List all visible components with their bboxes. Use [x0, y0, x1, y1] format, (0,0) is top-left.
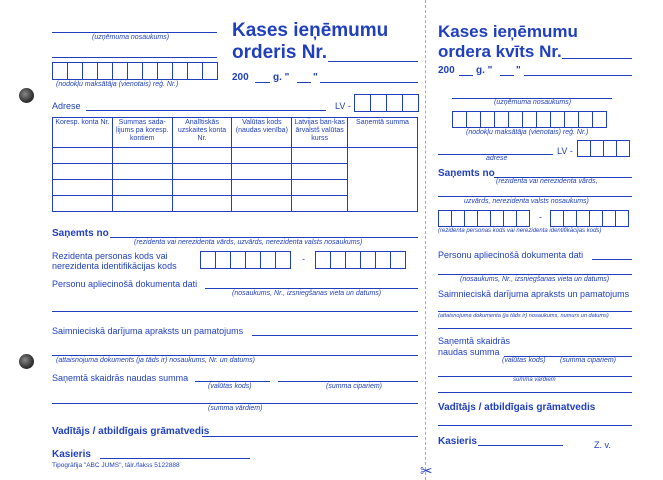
accounting-table [52, 117, 418, 212]
received-sum-cell[interactable] [348, 148, 418, 212]
personal-code-boxes-2[interactable] [315, 251, 406, 269]
receipt-title-line1: Kases ieņēmumu [438, 22, 578, 41]
receipt-digits-caption: (summa cipariem) [560, 357, 617, 364]
table-cell[interactable] [232, 180, 292, 196]
amount-words-caption: (summa vārdiem) [208, 405, 263, 412]
receipt-lv-label: LV - [557, 146, 573, 156]
receipt-received-label: Saņemts no [438, 168, 495, 179]
table-cell[interactable] [112, 148, 172, 164]
receipt-transaction-field[interactable] [438, 311, 632, 312]
personal-code-label-1: Rezidenta personas kods vai [52, 251, 168, 261]
receipt-number-field[interactable] [562, 58, 632, 59]
receipt-cashier-field[interactable] [478, 445, 563, 446]
received-from-caption: (rezidenta vai nerezidenta vārds, uzvārds, nerezidenta valsts nosaukums) [134, 239, 363, 246]
receipt-currency-caption: (valūtas kods) [502, 357, 546, 364]
receipt-code-caption: (rezidenta personas kods vai nerezidenta identifikācijas kods) [438, 228, 602, 234]
header-received-sum: Saņemtā summa [348, 118, 418, 148]
id-document-caption: (nosaukums, Nr., izsniegšanas vieta un datums) [232, 290, 382, 297]
receipt-cash-label-1: Saņemtā skaidrās [438, 336, 511, 346]
receipt-received-field-2[interactable] [438, 196, 632, 197]
receipt-transaction-label: Saimnieciskā darījuma apraksts un pamatojums [438, 289, 630, 299]
transaction-field[interactable] [252, 335, 418, 336]
receipt-date-month-field[interactable] [524, 75, 632, 76]
transaction-label: Saimnieciskā darījuma apraksts un pamatojums [52, 326, 244, 336]
postal-lv-label: LV - [335, 101, 351, 111]
order-date-day-field[interactable] [297, 82, 311, 83]
cashier-signature-field[interactable] [100, 458, 250, 459]
personal-code-label-2: nerezidenta identifikācijas kods [52, 261, 177, 271]
receipt-taxpayer-boxes[interactable] [452, 111, 607, 128]
receipt-date-day-field[interactable] [500, 75, 514, 76]
manager-signature-field[interactable] [202, 436, 418, 437]
table-cell[interactable] [292, 196, 348, 212]
table-cell[interactable] [112, 196, 172, 212]
table-cell[interactable] [172, 164, 232, 180]
order-title-line1: Kases ieņēmumu [232, 20, 389, 41]
order-number-field[interactable] [328, 61, 418, 62]
table-cell[interactable] [53, 180, 113, 196]
manager-label: Vadītājs / atbildīgais grāmatvedis [52, 426, 210, 437]
header-exchange-rate: Latvijas ban-kas ārvalstš valūtas kurss [292, 118, 348, 148]
receipt-manager-label: Vadītājs / atbildīgais grāmatvedis [438, 402, 596, 413]
receipt-manager-field[interactable] [438, 425, 632, 426]
receipt-words-caption: summa vārdiem [513, 377, 556, 383]
table-cell[interactable] [292, 164, 348, 180]
header-analytic-account: Analītiskās uzskaites konta Nr. [172, 118, 232, 148]
receipt-transaction-field-2[interactable] [438, 328, 632, 329]
table-cell[interactable] [292, 148, 348, 164]
company-name-caption: (uzņēmuma nosaukums) [92, 34, 170, 41]
receipt-cash-label-2: naudas summa [438, 347, 500, 357]
receipt-id-document-label: Personu apliecinošā dokumenta dati [438, 250, 584, 260]
amount-words-field[interactable] [52, 403, 418, 404]
table-cell[interactable] [232, 196, 292, 212]
receipt-title-line2: ordera kvīts Nr. [438, 42, 562, 61]
table-cell[interactable] [172, 196, 232, 212]
received-from-label: Saņemts no [52, 228, 109, 239]
order-title-line2: orderis Nr. [232, 42, 328, 63]
taxpayer-caption: (nodokļu maksātāja (vienotais) reģ. Nr.) [56, 81, 179, 88]
receipt-cashier-label: Kasieris [438, 436, 477, 447]
receipt-taxpayer-caption: (nodokļu maksātāja (vienotais) reģ. Nr.) [466, 129, 589, 136]
receipt-code-dash: - [539, 212, 542, 222]
header-amount-breakdown: Summas sada-ļijums pa koresp. kontiem [112, 118, 172, 148]
id-document-label: Personu apliecinošā dokumenta dati [52, 279, 198, 289]
receipt-address-caption: adrese [486, 155, 508, 162]
table-cell[interactable] [53, 164, 113, 180]
printer-note: Tipogrāfija "ABC JUMS", tālr./fakss 5122888 [52, 462, 180, 469]
table-cell[interactable] [53, 196, 113, 212]
transaction-field-2[interactable] [52, 355, 418, 356]
personal-code-dash: - [302, 254, 305, 264]
scissors-icon: ✂ [420, 463, 433, 480]
address-field[interactable] [86, 110, 326, 111]
received-from-field[interactable] [110, 237, 418, 238]
amount-digits-caption: (summa cipariem) [326, 383, 383, 390]
receipt-code-boxes-2[interactable] [550, 210, 629, 227]
address-label: Adrese [52, 101, 81, 111]
id-document-field-2[interactable] [52, 311, 418, 312]
receipt-received-caption: (rezidenta vai nerezidenta vārds, [496, 178, 598, 185]
table-cell[interactable] [232, 148, 292, 164]
table-cell[interactable] [112, 180, 172, 196]
receipt-seal-label: Z. v. [594, 440, 611, 450]
perforation-line [425, 0, 426, 480]
order-date-g: g. " [273, 72, 290, 83]
table-cell[interactable] [232, 164, 292, 180]
currency-code-caption: (valūtas kods) [208, 383, 252, 390]
header-currency-code: Valūtas kods (naudas vienība) [232, 118, 292, 148]
id-document-field[interactable] [205, 288, 418, 289]
receipt-words-field-2[interactable] [438, 392, 632, 393]
receipt-date-year-field[interactable] [459, 75, 473, 76]
table-cell[interactable] [292, 180, 348, 196]
table-cell[interactable] [53, 148, 113, 164]
receipt-date-year: 200 [438, 65, 455, 76]
taxpayer-reg-boxes[interactable] [52, 62, 218, 80]
personal-code-boxes-1[interactable] [200, 251, 291, 269]
punch-hole-top [19, 88, 34, 103]
receipt-transaction-caption: (attaisnojuma dokumenta (ja tāds ir) nosaukums, numurs un datums) [438, 313, 609, 319]
receipt-id-document-caption: (nosaukums, Nr., izsniegšanas vieta un datums) [460, 276, 610, 283]
transaction-caption: (attaisnojuma dokuments (ja tāds ir) nosaukums, Nr. un datums) [56, 357, 255, 364]
order-date-year-field[interactable] [255, 82, 270, 83]
receipt-company-caption: (uzņēmuma nosaukums) [494, 99, 572, 106]
table-cell[interactable] [172, 148, 232, 164]
receipt-received-caption-2: uzvārds, nerezidenta valsts nosaukums) [464, 198, 589, 205]
receipt-code-boxes-1[interactable] [438, 210, 530, 227]
company-name-line-2[interactable] [52, 57, 217, 58]
order-date-year: 200 [232, 72, 249, 83]
cash-amount-label: Saņemtā skaidrās naudas summa [52, 373, 189, 383]
receipt-date-g: g. " [476, 65, 493, 76]
order-date-month-field[interactable] [320, 82, 418, 83]
company-name-line[interactable] [52, 32, 217, 33]
receipt-date-quote: " [516, 65, 521, 76]
table-cell[interactable] [112, 164, 172, 180]
table-cell[interactable] [172, 180, 232, 196]
punch-hole-bottom [19, 354, 34, 369]
receipt-id-document-field[interactable] [592, 259, 632, 260]
cash-currency-field[interactable] [195, 381, 270, 382]
postal-code-boxes[interactable] [354, 94, 419, 112]
header-corr-account: Koresp. konta Nr. [53, 118, 113, 148]
cash-digits-field[interactable] [278, 381, 418, 382]
receipt-postal-boxes[interactable] [577, 140, 630, 157]
cashier-label: Kasieris [52, 449, 91, 460]
order-date-quote: " [313, 72, 318, 83]
receipt-id-document-field-2[interactable] [438, 274, 632, 275]
